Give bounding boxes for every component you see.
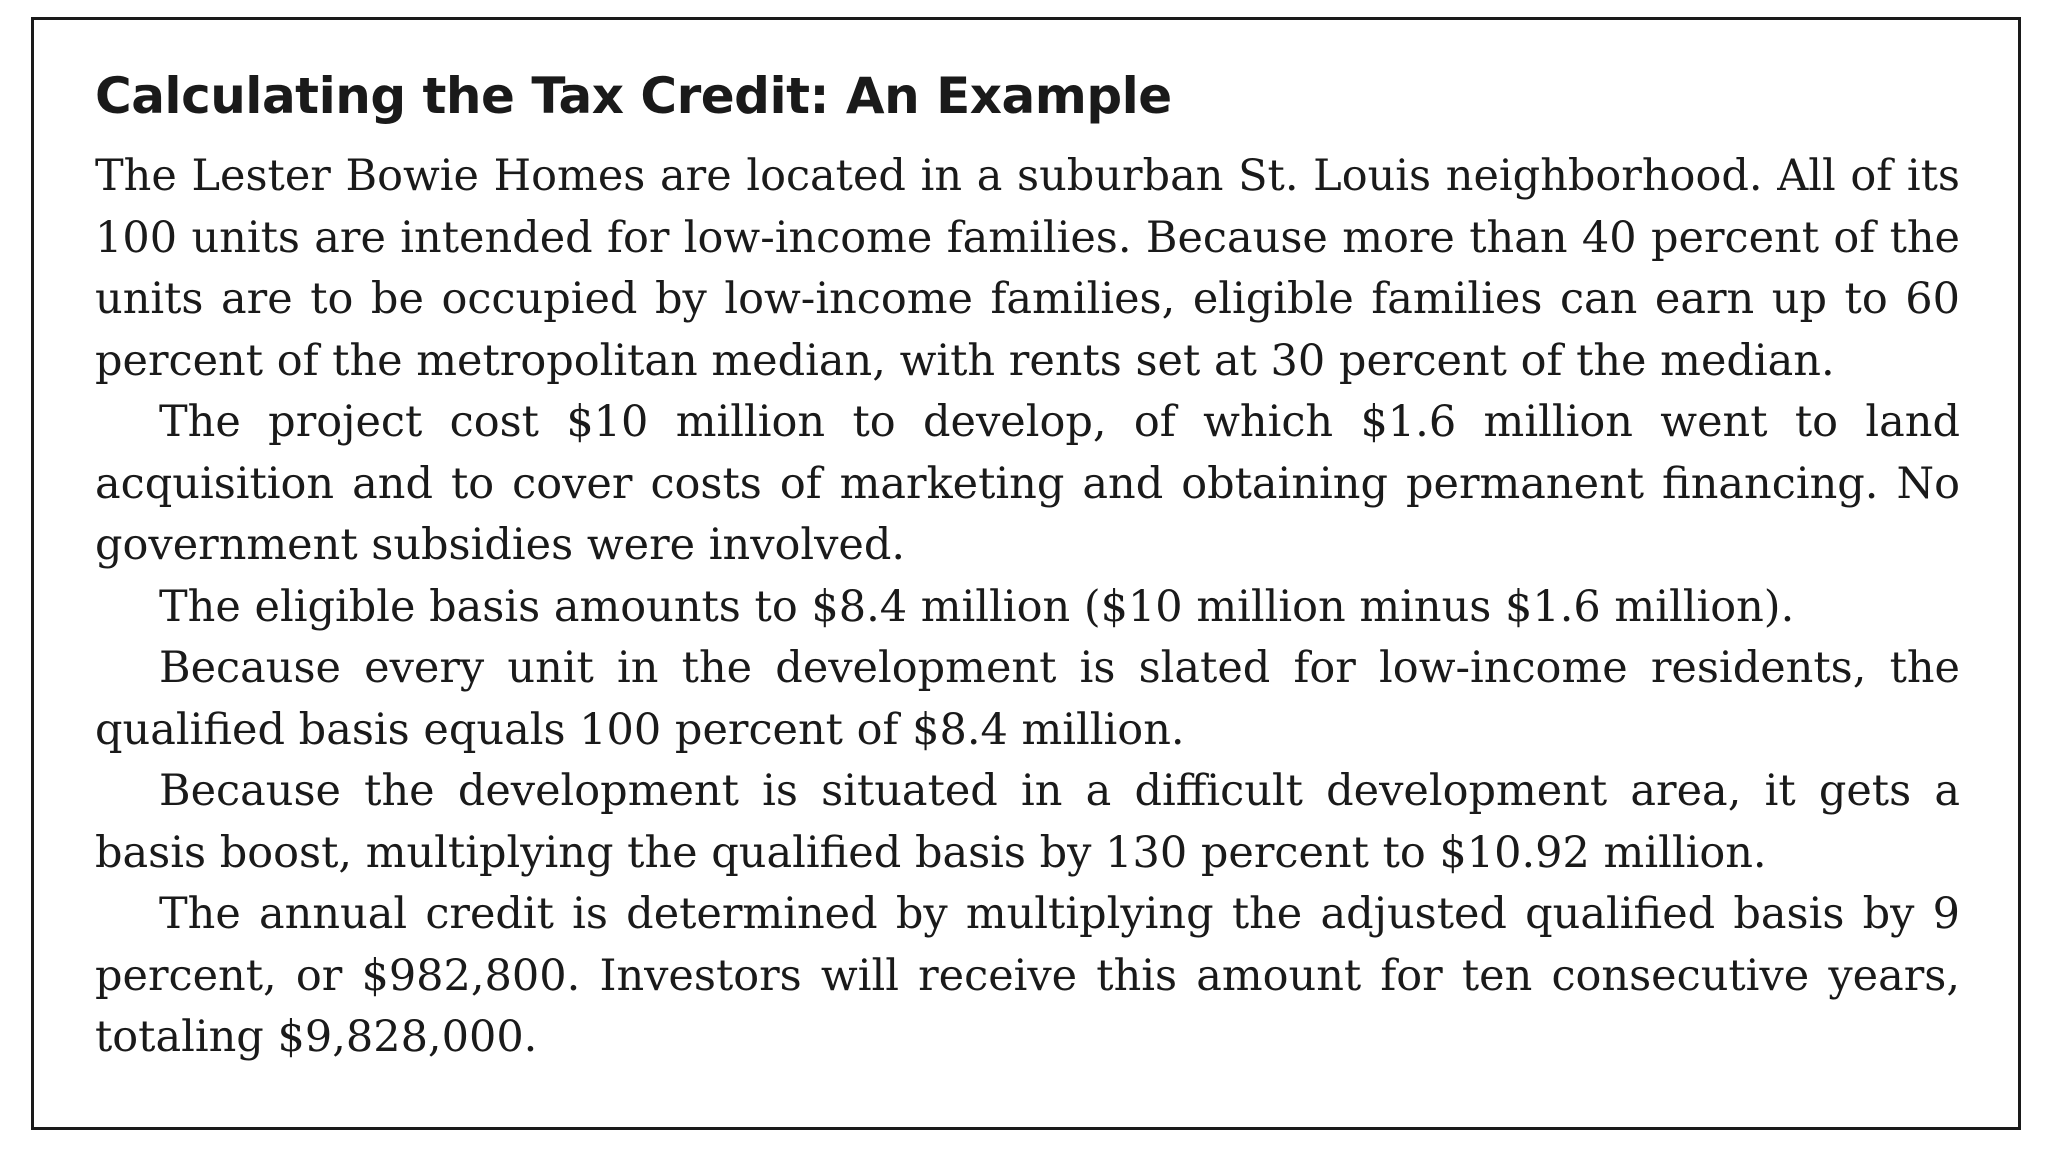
paragraph-6: The annual credit is determined by multiplying the adjusted qualified basis by 9 percent, or $982,800. Investors will receive this amount for ten consecutive years, totaling $9,828,000. [95,889,1960,1062]
sidebar-body [95,146,1960,1069]
paragraph-5: Because the development is situated in a difficult development area, it gets a basis boost, multiplying the qualified basis by 130 percent to $10.92 million. [95,766,1960,878]
example-sidebar-box [31,17,2021,1130]
paragraph-2: The project cost $10 million to develop, of which $1.6 million went to land acquisition and to cover costs of marketing and obtaining permanent financing. No government subsidies were involved. [95,397,1960,570]
sidebar-title: Calculating the Tax Credit: An Example [95,67,1172,125]
paragraph-4: Because every unit in the development is slated for low-income residents, the qualified basis equals 100 percent of $8.4 million. [95,643,1960,755]
paragraph-3: The eligible basis amounts to $8.4 million ($10 million minus $1.6 million). [159,581,1795,632]
paragraph-1: The Lester Bowie Homes are located in a suburban St. Louis neighborhood. All of its 100 units are intended for low-income families. Because more than 40 percent of the units are to be occupied by low-income families, eligible families can earn up to 60 percent of the metropolitan median, with rents set at 30 percent of the median. [95,151,1960,386]
